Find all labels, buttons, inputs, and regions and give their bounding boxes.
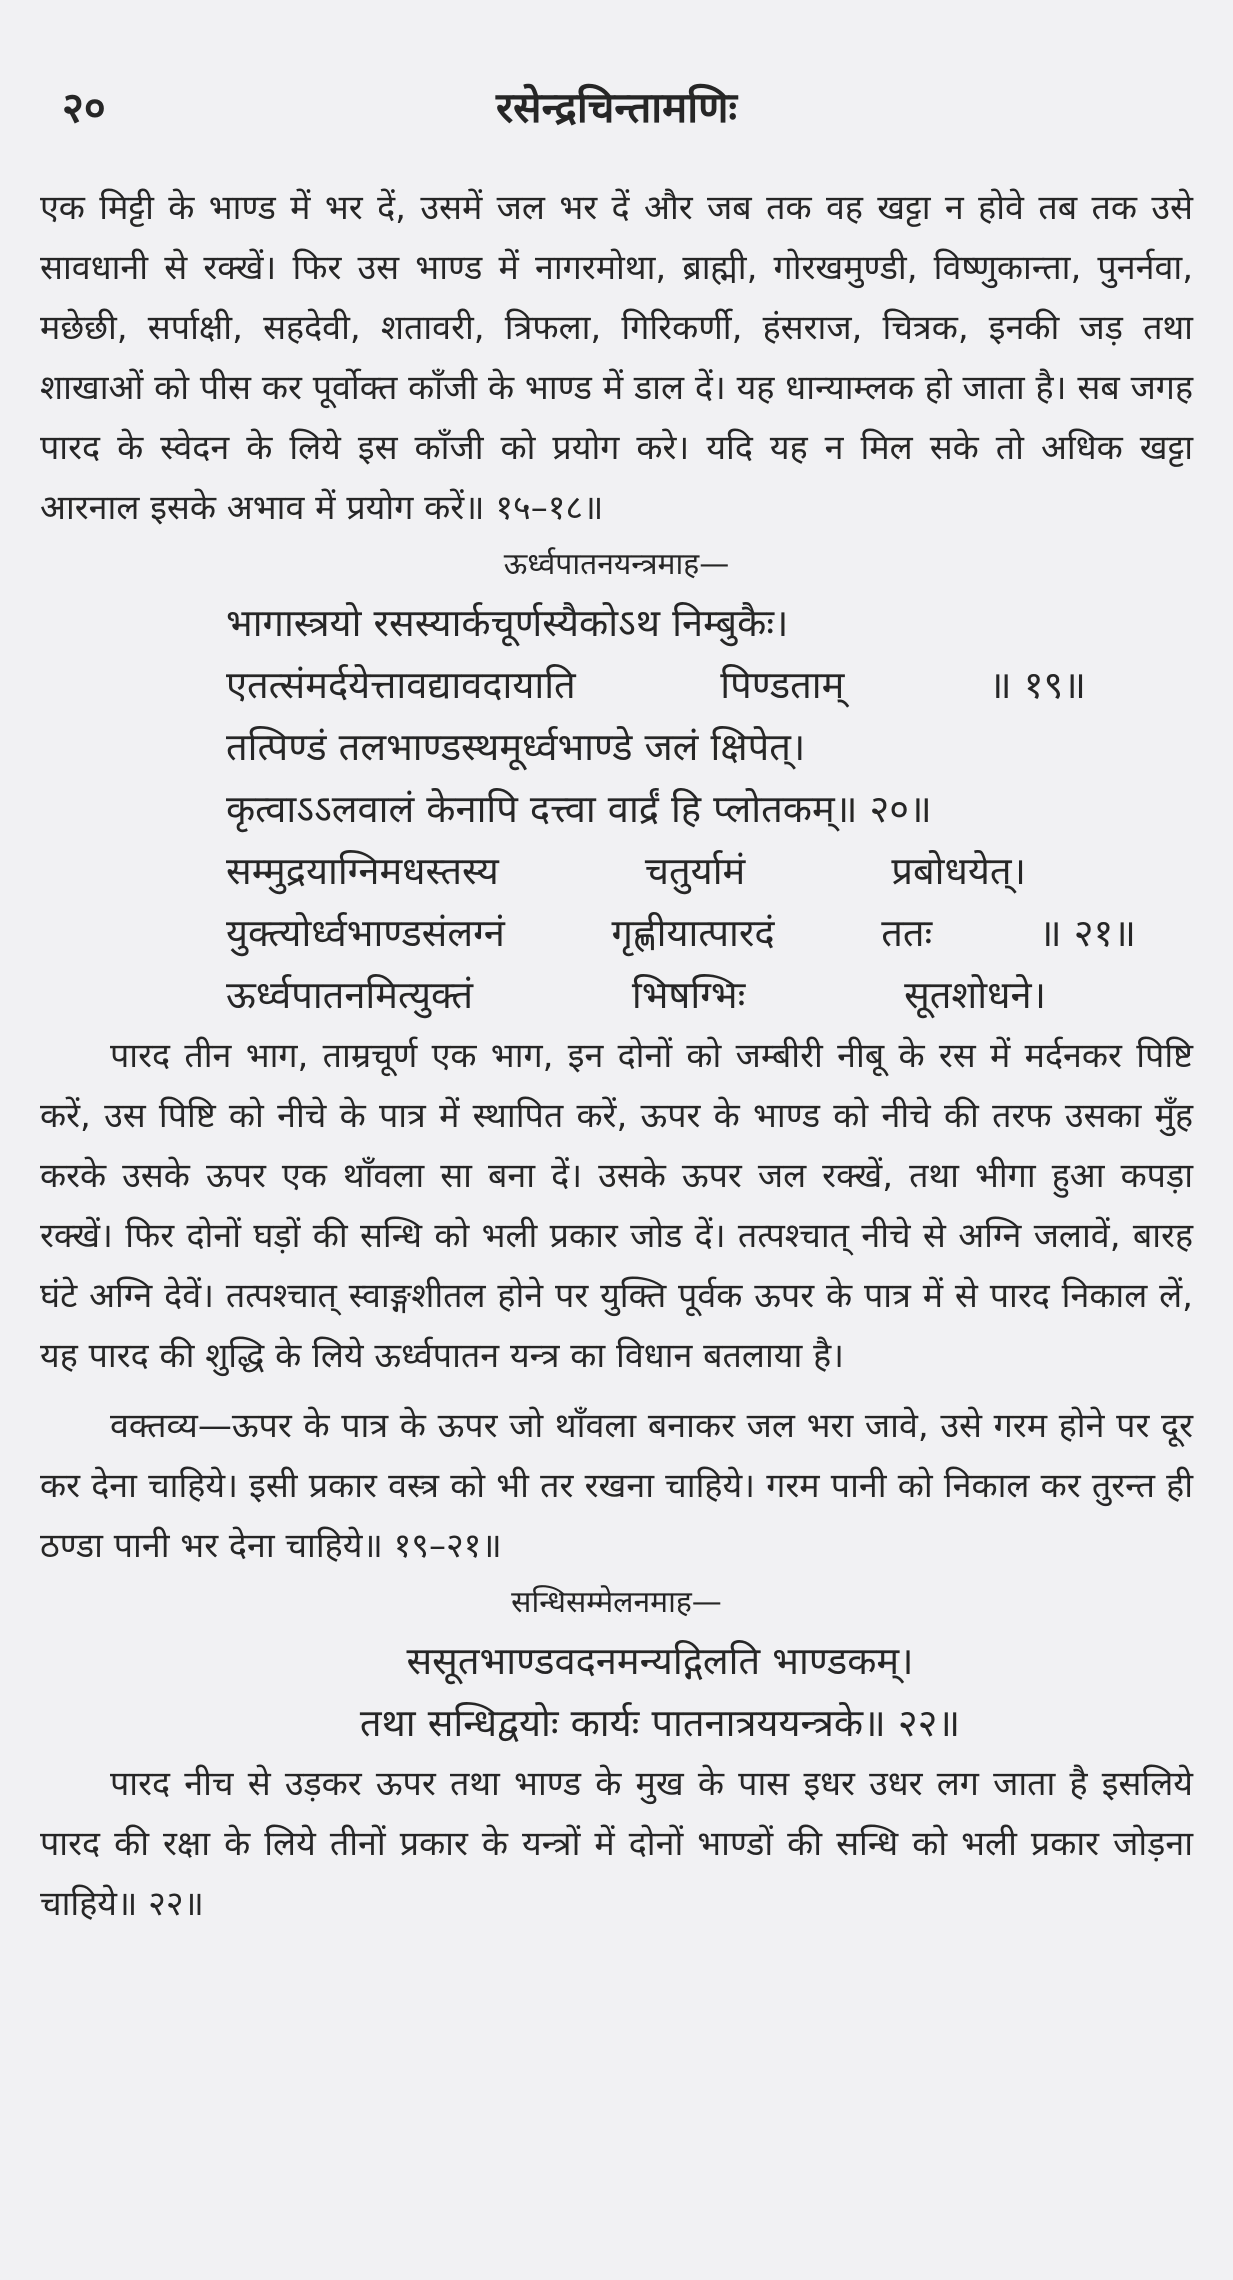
verse-segment: भिषग्भिः [631, 973, 746, 1017]
verse-segment: सम्मुद्रयाग्निमधस्तस्य [226, 849, 499, 893]
running-title: रसेन्द्रचिन्तामणिः [496, 83, 737, 132]
verse-number: ॥ २१॥ [1038, 911, 1136, 955]
verse-number: ॥ १९॥ [988, 663, 1086, 707]
paragraph-kanji-preparation: एक मिट्टी के भाण्ड में भर दें, उसमें जल भर दें और जब तक वह खट्टा न होवे तब तक उसे सावधानी से रक्खें। फिर उस भाण्ड में नागरमोथा, ब्राह्मी, गोरखमुण्डी, विष्णुकान्ता, पुनर्नवा, मछेछी, सर्पाक्षी, सहदेवी, शतावरी, त्रिफला, गिरिकर्णी, हंसराज, चित्रक, इनकी जड़ तथा शाखाओं को पीस कर पूर्वोक्त काँजी के भाण्ड में डाल दें। यह धान्याम्लक हो जाता है। सब जगह पारद के स्वेदन के लिये इस काँजी को प्रयोग करे। यदि यह न मिल सके तो अधिक खट्टा आरनाल इसके अभाव में प्रयोग करें॥ १५–१८॥ [40, 188, 1193, 528]
verse-segment: चतुर्यामं [644, 849, 746, 893]
verse-line [40, 716, 1086, 778]
verse-segment: युक्त्योर्ध्वभाण्डसंलग्नं [226, 911, 505, 955]
verse-line [40, 840, 1026, 902]
verse-line [40, 902, 1136, 964]
verse-segment: पिण्डताम् [720, 663, 845, 707]
verse-segment: सूतशोधने। [904, 973, 1046, 1017]
verse-line [40, 964, 1046, 1026]
verse-segment: ससूतभाण्डवदनमन्यद्गिलति भाण्डकम्। [406, 1639, 914, 1683]
verse-line [40, 778, 1086, 840]
verse-segment: कृत्वाऽऽलवालं केनापि दत्त्वा वार्द्रं हि प्लोतकम्॥ २०॥ [226, 787, 932, 831]
verse-line [40, 654, 1086, 716]
verse-line [40, 592, 1086, 654]
verse-segment: ऊर्ध्वपातनमित्युक्तं [226, 973, 474, 1017]
paragraph-sandhi-commentary: पारद नीच से उड़कर ऊपर तथा भाण्ड के मुख के पास इधर उधर लग जाता है इसलिये पारद की रक्षा के लिये तीनों प्रकार के यन्त्रों में दोनों भाण्डों की सन्धि को भली प्रकार जोड़ना चाहिये॥ २२॥ [40, 1764, 1193, 1924]
verse-block-urdhvapatana [40, 592, 1193, 1026]
verse-line [40, 1692, 1110, 1754]
verse-segment: भागास्त्रयो रसस्यार्कचूर्णस्यैकोऽथ निम्बुकैः। [226, 601, 789, 645]
section-heading-sandhi-sammelana: सन्धिसम्मेलनमाह— [511, 1585, 722, 1620]
verse-segment: प्रबोधयेत्। [891, 849, 1026, 893]
page-header [40, 70, 1193, 140]
verse-segment: ततः [881, 911, 933, 955]
verse-line [40, 1630, 1110, 1692]
verse-segment: तत्पिण्डं तलभाण्डस्थमूर्ध्वभाण्डे जलं क्षिपेत्। [226, 725, 806, 769]
verse-segment: एतत्संमर्दयेत्तावद्यावदायाति [226, 663, 576, 707]
verse-segment: गृह्णीयात्पारदं [611, 911, 775, 955]
paragraph-urdhvapatana-commentary: पारद तीन भाग, ताम्रचूर्ण एक भाग, इन दोनों को जम्बीरी नीबू के रस में मर्दनकर पिष्टि करें, उस पिष्टि को नीचे के पात्र में स्थापित करें, ऊपर के भाण्ड को नीचे की तरफ उसका मुँह करके उसके ऊपर एक थाँवला सा बना दें। उसके ऊपर जल रक्खें, तथा भीगा हुआ कपड़ा रक्खें। फिर दोनों घड़ों की सन्धि को भली प्रकार जोड दें। तत्पश्चात् नीचे से अग्नि जलावें, बारह घंटे अग्नि देवें। तत्पश्चात् स्वाङ्गशीतल होने पर युक्ति पूर्वक ऊपर के पात्र में से पारद निकाल लें, यह पारद की शुद्धि के लिये ऊर्ध्वपातन यन्त्र का विधान बतलाया है। [40, 1036, 1193, 1376]
verse-block-sandhi-sammelana [40, 1630, 1193, 1754]
verse-segment: तथा सन्धिद्वयोः कार्यः पातनात्रययन्त्रके॥ २२॥ [359, 1701, 961, 1745]
page-number: २० [62, 83, 106, 132]
paragraph-vaktavya: वक्तव्य—ऊपर के पात्र के ऊपर जो थाँवला बनाकर जल भरा जावे, उसे गरम होने पर दूर कर देना चाहिये। इसी प्रकार वस्त्र को भी तर रखना चाहिये। गरम पानी को निकाल कर तुरन्त ही ठण्डा पानी भर देना चाहिये॥ १९–२१॥ [40, 1406, 1193, 1566]
section-heading-urdhvapatana: ऊर्ध्वपातनयन्त्रमाह— [503, 547, 730, 582]
